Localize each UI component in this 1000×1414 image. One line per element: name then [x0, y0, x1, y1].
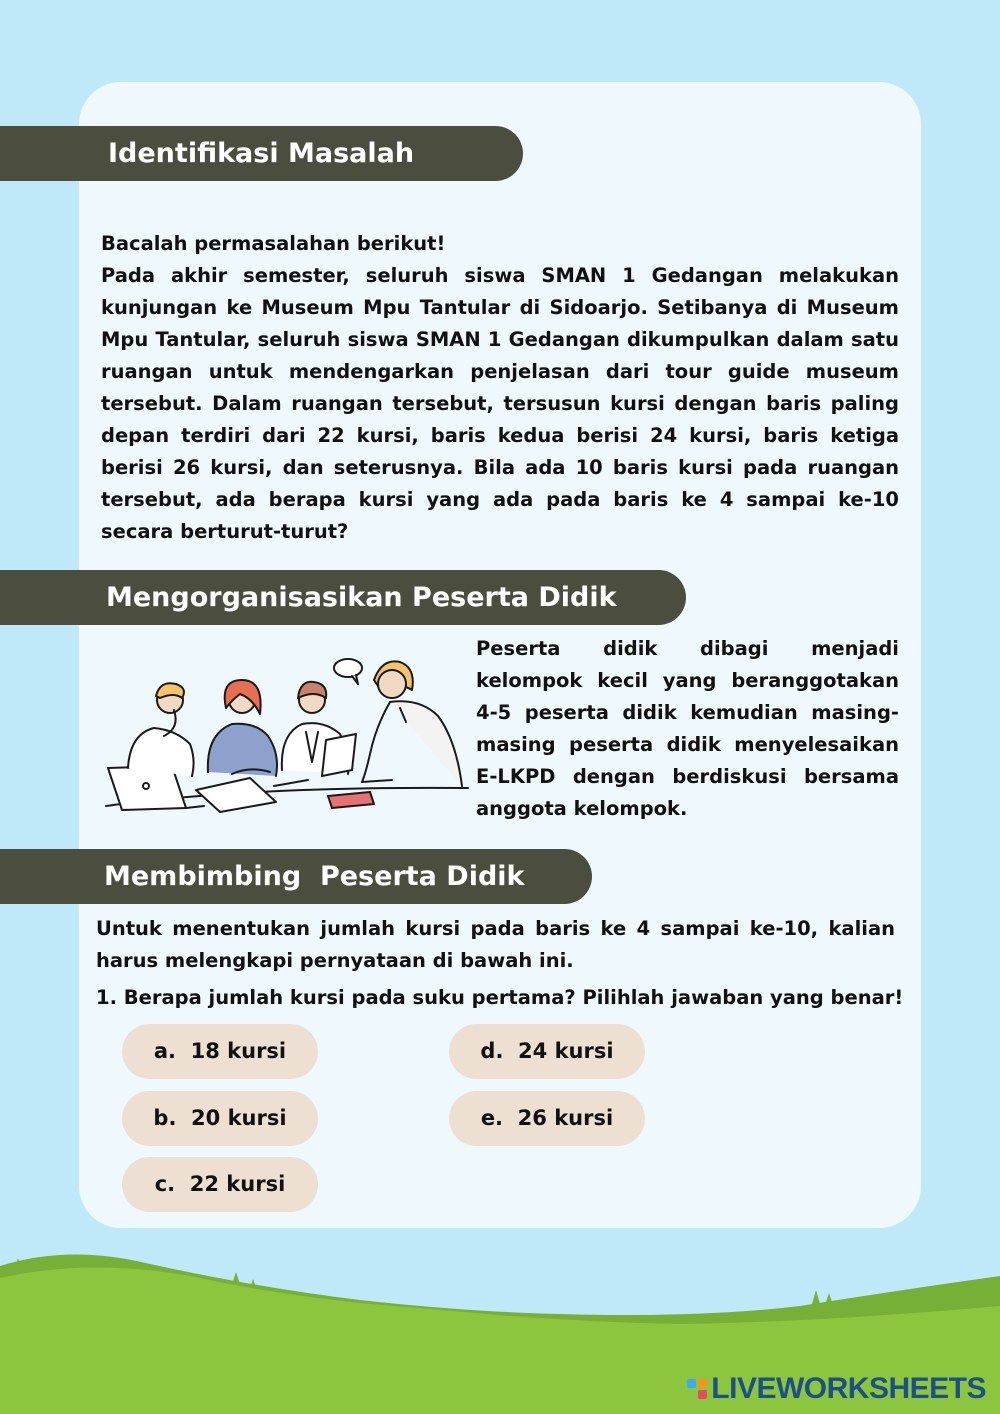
guide-line: Untuk menentukan jumlah kursi pada baris ke 4 sampai ke-10, kalian — [96, 917, 895, 940]
logo-square — [698, 1379, 707, 1388]
liveworksheets-logo-text: LIVEWORKSHEETS — [711, 1372, 986, 1405]
organize-line: E-LKPD dengan berdiskusi bersama — [476, 765, 899, 788]
option-label: a. 18 kursi — [153, 1039, 287, 1063]
organize-line: Peserta didik dibagi menjadi — [476, 637, 899, 660]
section-membimbing-title: Membimbing Peserta Didik — [104, 861, 525, 892]
organize-text — [476, 633, 899, 825]
liveworksheets-logo-icon — [687, 1379, 707, 1399]
section-identifikasi-title: Identifikasi Masalah — [108, 138, 415, 169]
organize-line: anggota kelompok. — [476, 797, 688, 820]
question-1 — [96, 982, 906, 1014]
problem-line: ruangan untuk mendengarkan penjelasan dari tour guide museum — [101, 360, 899, 383]
problem-line: secara berturut-turut? — [101, 520, 349, 543]
section-identifikasi-banner — [0, 126, 523, 181]
organize-line: kelompok kecil yang beranggotakan — [476, 669, 899, 692]
question-text: 1. Berapa jumlah kursi pada suku pertama? Pilihlah jawaban yang benar! — [96, 986, 904, 1009]
problem-text — [101, 228, 899, 548]
organize-line: 4-5 peserta didik kemudian masing- — [476, 701, 899, 724]
problem-line: berisi 26 kursi, dan seterusnya. Bila ada 10 baris kursi pada ruangan — [101, 456, 899, 479]
problem-intro: Bacalah permasalahan berikut! — [101, 232, 446, 255]
option-label: b. 20 kursi — [153, 1106, 287, 1130]
option-label: d. 24 kursi — [480, 1039, 614, 1063]
option-c[interactable] — [122, 1157, 318, 1212]
option-d[interactable] — [449, 1024, 645, 1079]
problem-line: depan terdiri dari 22 kursi, baris kedua berisi 24 kursi, baris ketiga — [101, 424, 899, 447]
problem-line: Mpu Tantular, seluruh siswa SMAN 1 Gedangan dikumpulkan dalam satu — [101, 328, 899, 351]
option-b[interactable] — [122, 1091, 318, 1146]
option-a[interactable] — [122, 1024, 318, 1079]
group-discussion-illustration — [100, 636, 472, 818]
option-label: e. 26 kursi — [480, 1106, 614, 1130]
logo-square — [687, 1390, 696, 1399]
liveworksheets-logo[interactable] — [687, 1372, 986, 1406]
guide-line: harus melengkapi pernyataan di bawah ini. — [96, 949, 574, 972]
section-membimbing-banner — [0, 849, 592, 904]
option-e[interactable] — [449, 1091, 645, 1146]
problem-line: Pada akhir semester, seluruh siswa SMAN 1 Gedangan melakukan — [101, 264, 899, 287]
problem-line: tersebut, ada berapa kursi yang ada pada baris ke 4 sampai ke-10 — [101, 488, 899, 511]
organize-line: masing peserta didik menyelesaikan — [476, 733, 899, 756]
logo-square — [687, 1379, 696, 1388]
problem-line: tersebut. Dalam ruangan tersebut, tersusun kursi dengan baris paling — [101, 392, 899, 415]
problem-line: kunjungan ke Museum Mpu Tantular di Sidoarjo. Setibanya di Museum — [101, 296, 899, 319]
guide-text — [96, 913, 895, 977]
section-organisasi-title: Mengorganisasikan Peserta Didik — [106, 582, 617, 613]
section-organisasi-banner — [0, 570, 686, 625]
option-label: c. 22 kursi — [154, 1172, 286, 1196]
logo-square — [698, 1390, 707, 1399]
